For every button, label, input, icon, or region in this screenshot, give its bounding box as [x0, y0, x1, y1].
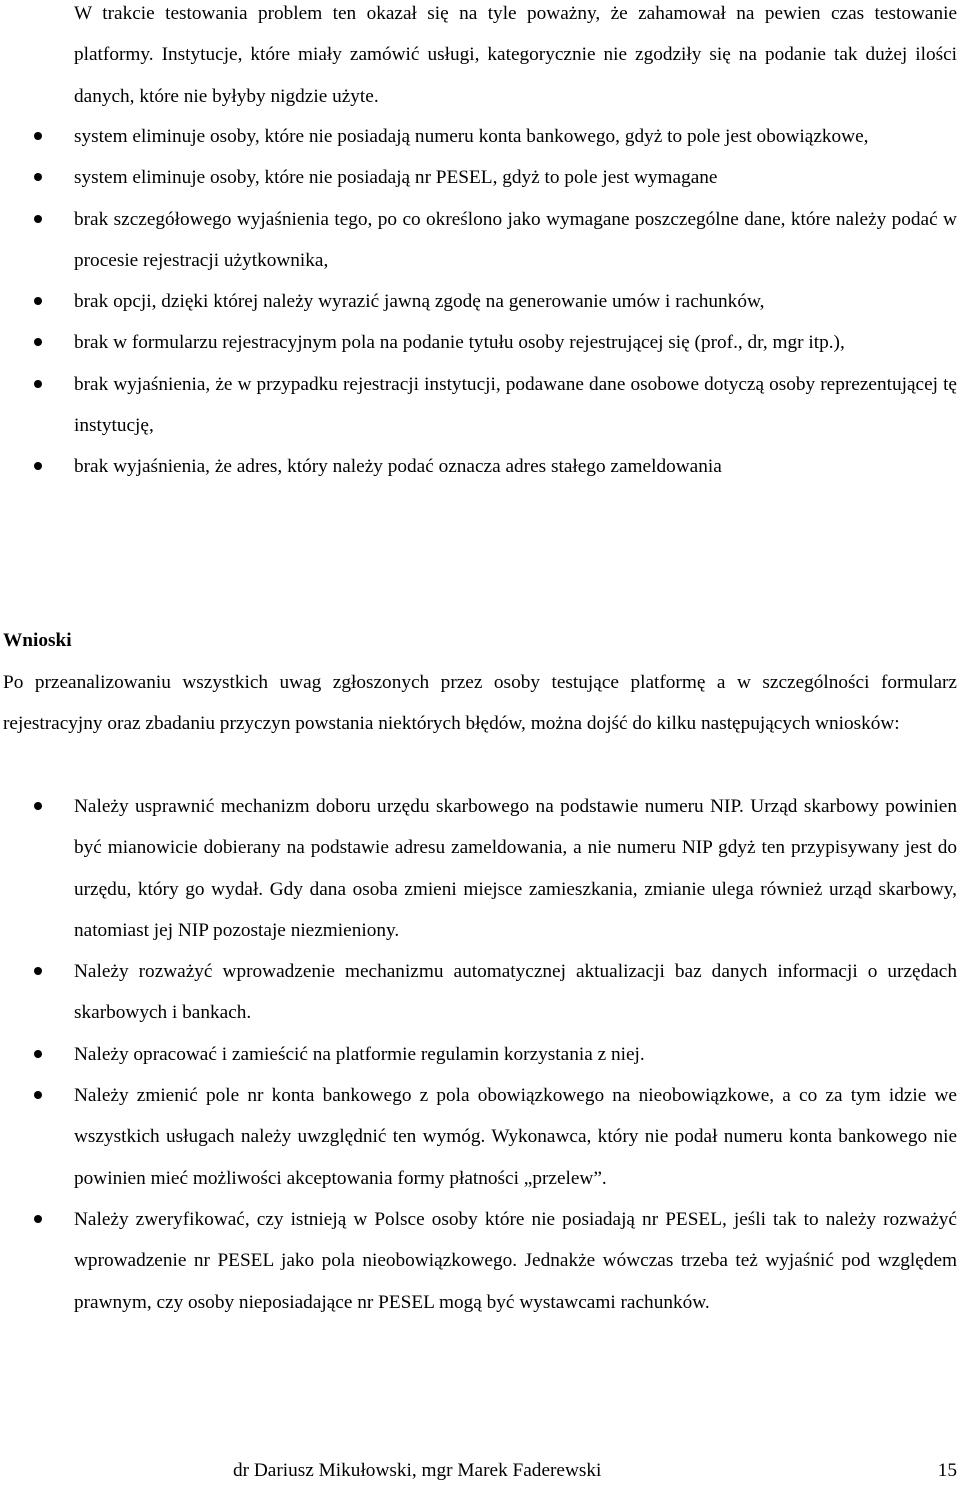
bullet-icon — [34, 1215, 42, 1223]
bullet-icon — [34, 215, 42, 223]
list-item: Należy zweryfikować, czy istnieją w Polsce osoby które nie posiadają nr PESEL, jeśli tak to należy rozważyć wprowadzenie nr PESEL jako pola nieobowiązkowego. Jednakże wówczas trzeba też wyjaśnić pod względem prawnym, czy osoby nieposiadające nr PESEL mogą być wystawcami rachunków. — [0, 1199, 960, 1323]
list-item: Należy opracować i zamieścić na platformie regulamin korzystania z niej. — [0, 1034, 960, 1075]
list-item: Należy usprawnić mechanizm doboru urzędu skarbowego na podstawie numeru NIP. Urząd skarbowy powinien być mianowicie dobierany na podstawie adresu zameldowania, a nie numeru NIP gdyż ten przypisywany jest do urzędu, który go wydał. Gdy dana osoba zmieni miejsce zamieszkania, zmianie ulega również urząd skarbowy, natomiast jej NIP pozostaje niezmieniony. — [0, 786, 960, 951]
bullet-icon — [34, 1050, 42, 1058]
bullet-icon — [34, 802, 42, 810]
list-item: Należy rozważyć wprowadzenie mechanizmu automatycznej aktualizacji baz danych informacji o urzędach skarbowych i bankach. — [0, 951, 960, 1034]
list-item: brak opcji, dzięki której należy wyrazić jawną zgodę na generowanie umów i rachunków, — [0, 281, 960, 322]
bullet-icon — [34, 297, 42, 305]
footer-authors: dr Dariusz Mikułowski, mgr Marek Faderewski — [233, 1460, 602, 1481]
list-item: system eliminuje osoby, które nie posiadają nr PESEL, gdyż to pole jest wymagane — [0, 157, 960, 198]
bullet-icon — [34, 1091, 42, 1099]
intro-paragraph: W trakcie testowania problem ten okazał się na tyle poważny, że zahamował na pewien czas testowanie platformy. Instytucje, które miały zamówić usługi, kategorycznie nie zgodziły się na podanie tak dużej ilości danych, które nie byłyby nigdzie użyte. — [74, 3, 957, 107]
list-item: brak w formularzu rejestracyjnym pola na podanie tytułu osoby rejestrującej się (prof., dr, mgr itp.), — [0, 322, 960, 363]
list-item: brak wyjaśnienia, że adres, który należy podać oznacza adres stałego zameldowania — [0, 446, 960, 487]
conclusions-list — [0, 786, 960, 1323]
section-heading: Wnioski — [3, 630, 72, 651]
bullet-icon — [34, 967, 42, 975]
bullet-icon — [34, 462, 42, 470]
conclusions-paragraph: Po przeanalizowaniu wszystkich uwag zgłoszonych przez osoby testujące platformę a w szczególności formularz rejestracyjny oraz zbadaniu przyczyn powstania niektórych błędów, można dojść do kilku następujących wniosków: — [3, 672, 957, 735]
list-item: brak wyjaśnienia, że w przypadku rejestracji instytucji, podawane dane osobowe dotyczą osoby reprezentującej tę instytucję, — [0, 364, 960, 447]
page-number: 15 — [937, 1460, 957, 1481]
list-item: brak szczegółowego wyjaśnienia tego, po co określono jako wymagane poszczególne dane, które należy podać w procesie rejestracji użytkownika, — [0, 199, 960, 282]
bullet-icon — [34, 132, 42, 140]
bullet-icon — [34, 173, 42, 181]
bullet-icon — [34, 338, 42, 346]
page-footer — [0, 1456, 960, 1486]
list-item: system eliminuje osoby, które nie posiadają numeru konta bankowego, gdyż to pole jest obowiązkowe, — [0, 116, 960, 157]
problems-list — [0, 116, 960, 488]
bullet-icon — [34, 380, 42, 388]
list-item: Należy zmienić pole nr konta bankowego z pola obowiązkowego na nieobowiązkowe, a co za tym idzie we wszystkich usługach należy uwzględnić ten wymóg. Wykonawca, który nie podał numeru konta bankowego nie powinien mieć możliwości akceptowania formy płatności „przelew”. — [0, 1075, 960, 1199]
